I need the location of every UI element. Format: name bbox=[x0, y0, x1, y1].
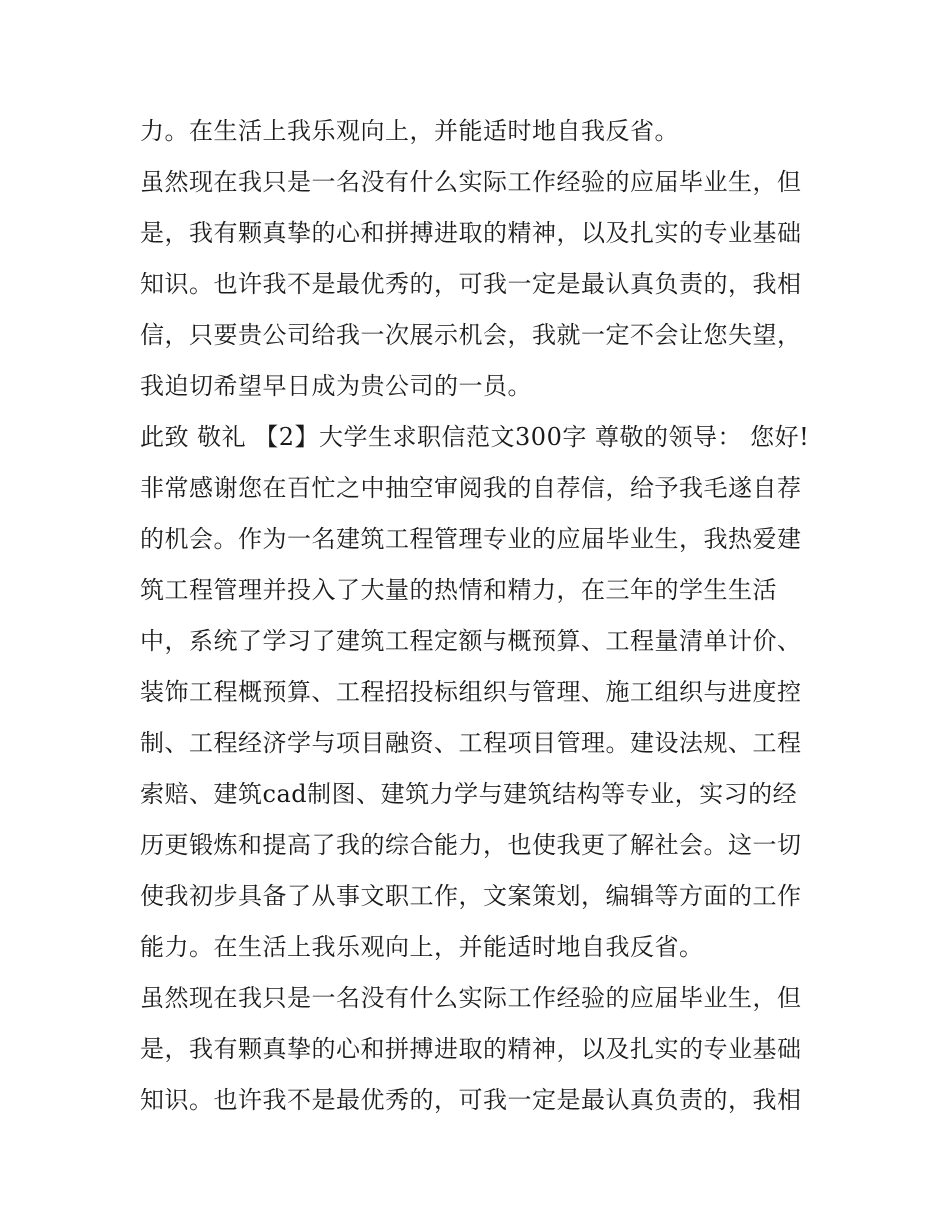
text-line: 非常感谢您在百忙之中抽空审阅我的自荐信，给予我毛遂自荐 bbox=[140, 474, 802, 502]
text-line: 力。在生活上我乐观向上，并能适时地自我反省。 bbox=[140, 117, 679, 145]
text-line: 知识。也许我不是最优秀的，可我一定是最认真负责的，我相 bbox=[140, 270, 802, 298]
text-line: 筑工程管理并投入了大量的热情和精力，在三年的学生生活 bbox=[140, 576, 777, 604]
text-line: 我迫切希望早日成为贵公司的一员。 bbox=[140, 372, 532, 400]
document-body bbox=[140, 106, 820, 1126]
text-line: 知识。也许我不是最优秀的，可我一定是最认真负责的，我相 bbox=[140, 1086, 802, 1114]
text-line: 使我初步具备了从事文职工作，文案策划，编辑等方面的工作 bbox=[140, 882, 802, 910]
text-line: 此致 敬礼 【2】大学生求职信范文300字 尊敬的领导： 您好! bbox=[140, 423, 810, 451]
text-line: 能力。在生活上我乐观向上，并能适时地自我反省。 bbox=[140, 933, 704, 961]
text-line: 装饰工程概预算、工程招投标组织与管理、施工组织与进度控 bbox=[140, 678, 802, 706]
text-line: 信，只要贵公司给我一次展示机会，我就一定不会让您失望， bbox=[140, 321, 802, 349]
text-line: 虽然现在我只是一名没有什么实际工作经验的应届毕业生，但 bbox=[140, 168, 802, 196]
text-line: 是，我有颗真挚的心和拼搏进取的精神，以及扎实的专业基础 bbox=[140, 1035, 802, 1063]
text-line: 的机会。作为一名建筑工程管理专业的应届毕业生，我热爱建 bbox=[140, 525, 802, 553]
text-line: 制、工程经济学与项目融资、工程项目管理。建设法规、工程 bbox=[140, 729, 802, 757]
text-line: 索赔、建筑cad制图、建筑力学与建筑结构等专业，实习的经 bbox=[140, 780, 798, 808]
text-line: 虽然现在我只是一名没有什么实际工作经验的应届毕业生，但 bbox=[140, 984, 802, 1012]
text-line: 中，系统了学习了建筑工程定额与概预算、工程量清单计价、 bbox=[140, 627, 802, 655]
text-line: 是，我有颗真挚的心和拼搏进取的精神，以及扎实的专业基础 bbox=[140, 219, 802, 247]
text-line: 历更锻炼和提高了我的综合能力，也使我更了解社会。这一切 bbox=[140, 831, 802, 859]
